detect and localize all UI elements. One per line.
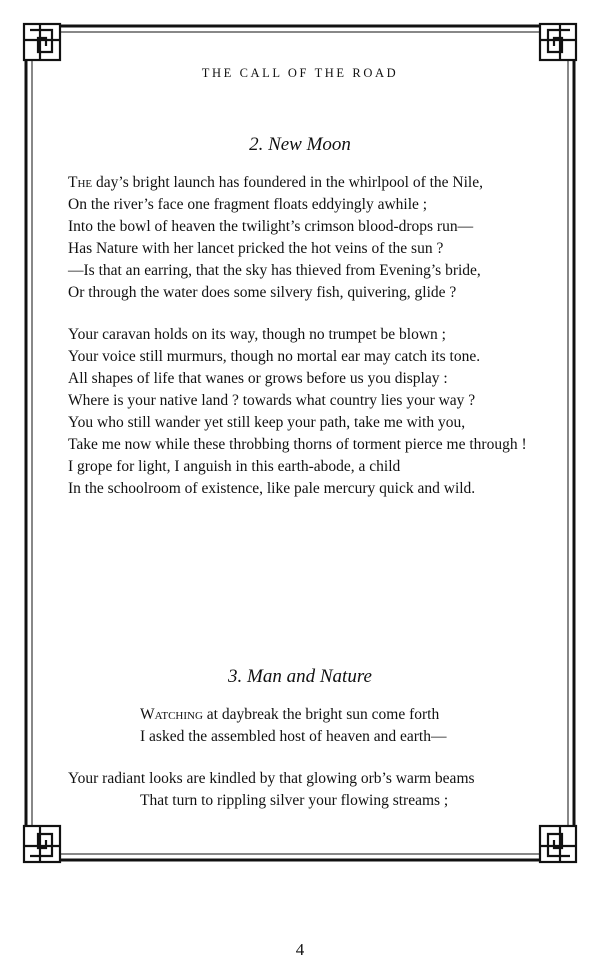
- running-header: THE CALL OF THE ROAD: [201, 66, 399, 80]
- poem-line: Or through the water does some silvery fish, quivering, glide ?: [68, 284, 457, 301]
- section-title-man-and-nature: 3. Man and Nature: [228, 666, 372, 687]
- poem-line: Your radiant looks are kindled by that glowing orb’s warm beams: [68, 770, 475, 787]
- drop-word: The: [68, 174, 93, 191]
- poem-line: The day’s bright launch has foundered in the whirlpool of the Nile,: [68, 174, 483, 191]
- corner-ornament-top-right: [540, 24, 576, 60]
- poem-line: —Is that an earring, that the sky has thieved from Evening’s bride,: [68, 262, 481, 279]
- section-title-new-moon: 2. New Moon: [249, 134, 351, 155]
- poem-man-and-nature: [68, 704, 548, 812]
- poem-line: That turn to rippling silver your flowing streams ;: [140, 792, 449, 809]
- corner-ornament-top-left: [24, 24, 60, 60]
- page-number: 4: [295, 940, 305, 959]
- drop-word: Watching: [140, 706, 203, 723]
- poem-line: Into the bowl of heaven the twilight’s crimson blood-drops run—: [68, 218, 474, 235]
- poem-line: In the schoolroom of existence, like pale mercury quick and wild.: [68, 480, 476, 497]
- poem-line: Watching at daybreak the bright sun come forth: [140, 706, 440, 723]
- poem-line: Take me now while these throbbing thorns of torment pierce me through !: [68, 436, 527, 453]
- poem-line: On the river’s face one fragment floats eddyingly awhile ;: [68, 196, 428, 213]
- poem-line: Your caravan holds on its way, though no trumpet be blown ;: [68, 326, 446, 343]
- poem-line: I asked the assembled host of heaven and earth—: [140, 728, 447, 745]
- corner-ornament-bottom-right: [540, 826, 576, 862]
- poem-new-moon: [68, 172, 548, 500]
- poem-line: You who still wander yet still keep your path, take me with you,: [68, 414, 466, 431]
- poem-line: Has Nature with her lancet pricked the hot veins of the sun ?: [68, 240, 444, 257]
- poem-line: Your voice still murmurs, though no mortal ear may catch its tone.: [68, 348, 481, 365]
- poem-line: All shapes of life that wanes or grows before us you display :: [68, 370, 448, 387]
- poem-line: Where is your native land ? towards what country lies your way ?: [68, 392, 476, 409]
- corner-ornament-bottom-left: [24, 826, 60, 862]
- poem-line: I grope for light, I anguish in this earth-abode, a child: [68, 458, 401, 475]
